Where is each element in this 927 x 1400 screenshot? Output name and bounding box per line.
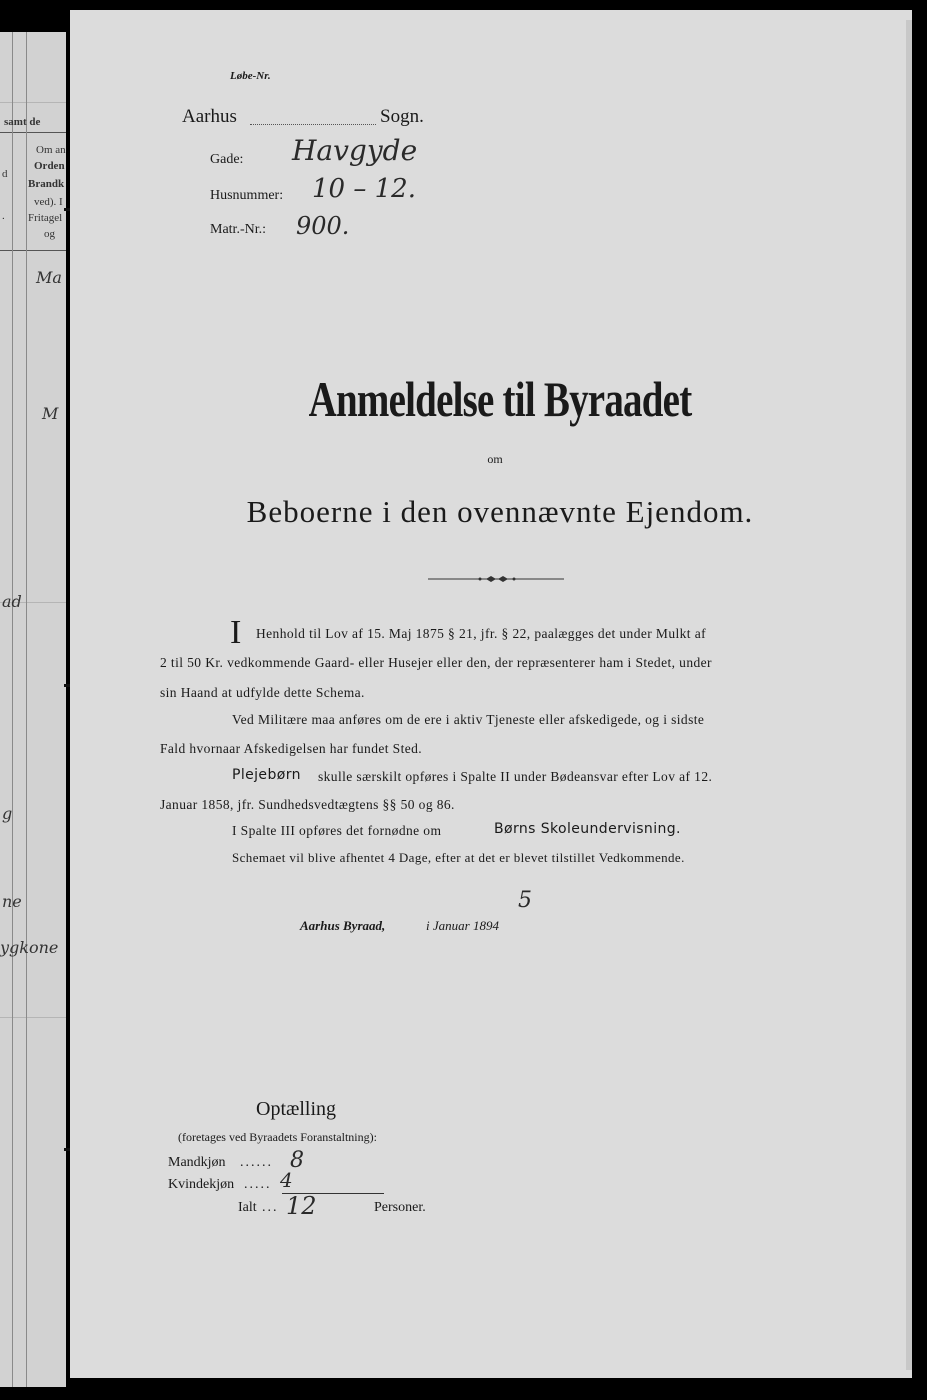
house-number-label: Husnummer:: [210, 188, 284, 203]
body-line-4: Ved Militære maa anføres om de ere i aktiv Tjeneste eller afskedigede, og i sidste: [232, 712, 705, 727]
matr-label: Matr.-Nr.:: [210, 222, 266, 237]
left-page-cell: ved). I: [34, 196, 63, 208]
female-value: 4: [280, 1168, 293, 1192]
left-page-cell: og: [44, 228, 55, 240]
female-label: Kvindekjøn: [168, 1177, 235, 1192]
street-value: Havgyde: [292, 134, 418, 167]
street-label: Gade:: [210, 152, 244, 167]
total-label: Ialt: [238, 1200, 257, 1215]
female-dots: .....: [244, 1177, 272, 1192]
total-value: 12: [286, 1192, 317, 1220]
drop-initial: I: [230, 614, 242, 651]
left-page-cell: Orden: [34, 160, 65, 172]
sheet-edge: [906, 20, 912, 1370]
parish-prefix: Aarhus: [182, 106, 237, 127]
persons-label: Personer.: [374, 1200, 426, 1215]
body-line-1: Henhold til Lov af 15. Maj 1875 § 21, jfr. § 22, paalægges det under Mulkt af: [256, 626, 706, 641]
left-page-handwriting: Ma: [36, 268, 62, 287]
body-line-8-emphasis: Børns Skoleundervisning.: [494, 821, 681, 837]
left-page-cell: Brandk: [28, 178, 65, 190]
body-line-6: skulle særskilt opføres i Spalte II under Bødeansvar efter Lov af 12.: [318, 769, 713, 784]
body-line-9: Schemaet vil blive afhentet 4 Dage, efter at det er blevet tilstillet Vedkommende.: [232, 850, 685, 865]
title-om: om: [487, 452, 503, 466]
left-page-cell: Om an: [36, 144, 66, 156]
signature-date: i Januar 1894: [426, 918, 499, 933]
count-note: (foretages ved Byraadets Foranstaltning):: [178, 1130, 377, 1144]
left-page-handwriting: g: [2, 804, 13, 823]
left-page-handwriting: ad: [2, 592, 22, 611]
page-subtitle: Beboerne i den ovennævnte Ejendom.: [246, 494, 754, 529]
body-line-2: 2 til 50 Kr. vedkommende Gaard- eller Husejer eller den, der repræsenterer ham i Stedet, under: [160, 655, 712, 670]
body-line-5: Fald hvornaar Afskedigelsen har fundet Sted.: [160, 741, 423, 756]
left-page-cell: d: [2, 168, 8, 180]
left-page-handwriting: ygkone: [0, 938, 59, 957]
left-page-cell: .: [2, 210, 5, 222]
left-page-handwriting: ne: [2, 892, 22, 911]
male-dots: ......: [240, 1155, 273, 1170]
house-number-value: 10 – 12.: [312, 174, 416, 204]
male-value: 8: [290, 1148, 304, 1173]
left-page-fragment: [0, 32, 66, 1387]
body-line-3: sin Haand at udfylde dette Schema.: [160, 685, 365, 700]
signature-date-correction: 5: [518, 888, 532, 913]
ornament-divider: [428, 572, 564, 586]
male-label: Mandkjøn: [168, 1155, 226, 1170]
left-page-header: samt de: [4, 116, 41, 128]
loebe-nr-label: Løbe-Nr.: [230, 70, 271, 82]
body-line-8-prefix: I Spalte III opføres det fornødne om: [232, 823, 442, 838]
left-page-cell: Fritagel: [28, 212, 63, 224]
count-heading: Optælling: [256, 1098, 337, 1120]
left-page-handwriting: M: [42, 404, 59, 423]
parish-dotted-line: [250, 124, 376, 125]
body-line-6-prefix: Plejebørn: [232, 767, 301, 783]
body-line-7: Januar 1858, jfr. Sundhedsvedtægtens §§ 50 og 86.: [160, 797, 455, 812]
matr-value: 900.: [296, 212, 350, 240]
parish-suffix: Sogn.: [380, 106, 424, 127]
total-dots: ...: [262, 1200, 279, 1215]
page-title: Anmeldelse til Byraadet: [308, 371, 692, 427]
signature-authority: Aarhus Byraad,: [300, 918, 386, 933]
